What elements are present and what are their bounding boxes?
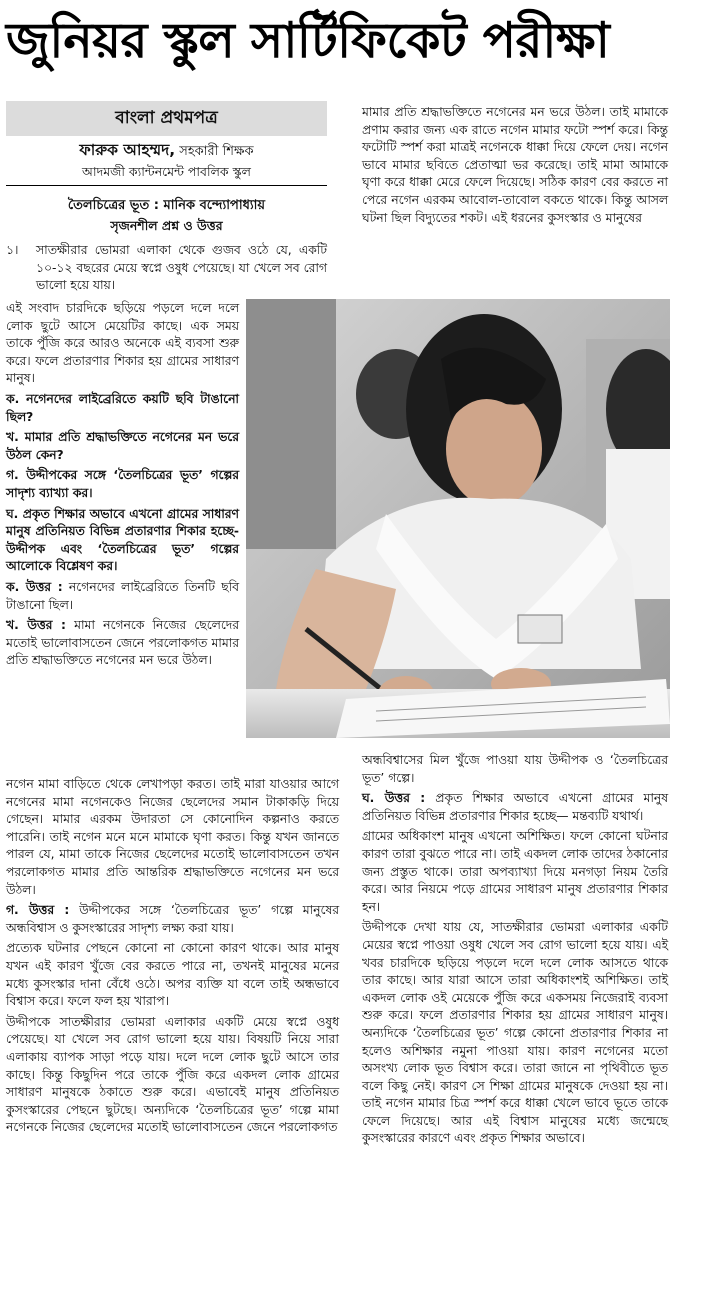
page-headline: জুনিয়র স্কুল সার্টিফিকেট পরীক্ষা <box>6 12 610 69</box>
subject-label: বাংলা প্রথমপত্র <box>6 101 327 136</box>
answer-ka-label: ক. উত্তর : <box>6 579 63 594</box>
story-title: তৈলচিত্রের ভূত : মানিক বন্দ্যোপাধ্যায় <box>67 198 266 213</box>
column-2-lower <box>362 752 668 1151</box>
school-name: আদমজী ক্যান্টনমেন্ট পাবলিক স্কুল <box>82 164 251 179</box>
answer-gha-paragraph-3: উদ্দীপকে দেখা যায় যে, সাতক্ষীরার ভোমরা এলাকার একটি মেয়ের স্বপ্নে পাওয়া ওষুধ খেলে সব রোগ ভালো হয়ে যায়। এই খবর চারদিকে ছড়িয়ে পড়লে দলে দলে লোক আসতে থাকে তার কাছে। আর যারা আসে তারা অধিকাংশই অশিক্ষিত। তাই একদল লোক ওই মেয়েকে পুঁজি করে একসময় নিজেরাই ব্যবসা শুরু করে। ফলে প্রতারণার শিকার হয় গ্রামের সাধারণ মানুষ। অন্যদিকে ‘তৈলচিত্রের ভূত’ গল্পে কোনো প্রতারণার শিকার না হলেও অশিক্ষার নমুনা পাওয়া যায়। কারণ নগেনের মতো অসংখ্য লোক ভূত বিশ্বাস করে। তারা জানে না পৃথিবীতে ভূত বলে কিছু নেই। কারণ সে শিক্ষা গ্রামের মানুষকে দেওয়া হয় না। তাই নগেন মামার চিত্র স্পর্শ করে ধাক্কা খেলে ভাবে ভূতে তাকে ফেলে দিয়েছে। আর এই বিশ্বাস মানুষের মধ্যে জন্মেছে কুসংস্কারের কারণে এবং প্রকৃত শিক্ষার অভাবে। <box>362 920 668 1146</box>
answer-ga-paragraph-3: উদ্দীপকে সাতক্ষীরার ভোমরা এলাকার একটি মেয়ে স্বপ্নে ওষুধ পেয়েছে। যা খেলে সব রোগ ভালো হয়ে যায়। বিষয়টি নিয়ে সারা এলাকায় ব্যাপক সাড়া পড়ে যায়। দলে দলে লোক ছুটে আসে তার কাছে। কিন্তু কিছুদিন পরে তাকে পুঁজি করে একদল লোক গ্রামের সাধারণ মানুষকে ঠকাতে শুরু করে। এভাবেই মানুষ প্রতিনিয়ত কুসংস্কারের পেছনে ছুটছে। অন্যদিকে ‘তৈলচিত্রের ভূত’ গল্পে মামা নগেনকে নিজের ছেলেদের মতোই ভালোবাসতেন জেনে পরলোকগত <box>6 1014 339 1135</box>
author-name: ফারুক আহম্মদ, <box>79 141 176 159</box>
author-designation: সহকারী শিক্ষক <box>179 144 254 159</box>
photo-illustration <box>246 299 670 738</box>
column-2-top <box>362 104 668 230</box>
answer-ka-text: নগেনদের লাইব্রেরিতে তিনটি ছবি টাঙানো ছিল। <box>6 579 239 612</box>
column-1-lower <box>6 776 339 1140</box>
answer-gha <box>362 790 668 825</box>
column-1-narrow <box>6 300 239 673</box>
intro-text: সাতক্ষীরার ভোমরা এলাকা থেকে গুজব ওঠে যে, একটি ১০-১২ বছরের মেয়ে স্বপ্নে ওষুধ পেয়েছে। যা খেলে সব রোগ ভালো হয়ে যায়। <box>36 243 327 293</box>
author-line <box>6 140 327 162</box>
answer-ga <box>6 902 339 937</box>
question-kha: খ. মামার প্রতি শ্রদ্ধাভক্তিতে নগেনের মন ভরে উঠল কেন? <box>6 430 239 462</box>
question-ka: ক. নগেনদের লাইব্রেরিতে কয়টি ছবি টাঙানো ছিল? <box>6 391 239 424</box>
answer-gha-label: ঘ. উত্তর : <box>362 791 426 806</box>
answer-kha <box>6 617 239 670</box>
divider <box>6 185 327 186</box>
answer-ga-label: গ. উত্তর : <box>6 903 70 918</box>
answer-ka <box>6 579 239 614</box>
answer-kha-text: মামা নগেনকে নিজের ছেলেদের মতোই ভালোবাসতেন জেনে পরলোকগত মামার প্রতি শ্রদ্ধাভক্তিতে নগেনের মন ভরে উঠল। <box>6 618 239 668</box>
question-ga: গ. উদ্দীপকের সঙ্গে ‘তৈলচিত্রের ভূত’ গল্পের সাদৃশ্য ব্যাখ্যা কর। <box>6 468 239 500</box>
question-gha: ঘ. প্রকৃত শিক্ষার অভাবে এখনো গ্রামের সাধারণ মানুষ প্রতিনিয়ত বিভিন্ন প্রতারণার শিকার হচ্ছে- উদ্দীপক এবং ‘তৈলচিত্রের ভূত’ গল্পের আলোকে বিশ্লেষণ কর। <box>6 506 239 574</box>
answer-gha-paragraph-2: গ্রামের অধিকাংশ মানুষ এখনো অশিক্ষিত। ফলে কোনো ঘটনার কারণ তারা বুঝতে পারে না। তাই একদল লোক তাদের ঠকানোর জন্য প্রস্তুত থাকে। তারা অপব্যাখ্যা দিয়ে মনগড়া নিয়ম তৈরি করে। আর নিয়মে পড়ে গ্রামের সাধারণ মানুষ প্রতারণার শিকার হন। <box>362 829 668 914</box>
section-title: সৃজনশীল প্রশ্ন ও উত্তর <box>110 218 223 233</box>
answer-ga-conclusion: অন্ধবিশ্বাসের মিল খুঁজে পাওয়া যায় উদ্দীপক ও ‘তৈলচিত্রের ভূত’ গল্পে। <box>362 753 668 785</box>
answer-ga-continued: মামার প্রতি শ্রদ্ধাভক্তিতে নগেনের মন ভরে উঠল। তাই মামাকে প্রণাম করার জন্য এক রাতে নগেন মামার ফটো স্পর্শ করে। কিন্তু ফটোটি স্পর্শ করা মাত্রই নগেনকে ধাক্কা দিয়ে ফেলে দেয়। নগেন ভাবে মামার ছবিতে প্রেতাত্মা ভর করেছে। তাই মামা আমাকে ঘৃণা করে ধাক্কা মেরে ফেলে দিয়েছে। সঠিক কারণ বের করতে না পেরে নগেন এরকম আবোল-তাবোল বকতে থাকে। কিন্তু আসল ঘটনা ছিল বিদ্যুতের শকট। এই ধরনের কুসংস্কার ও মানুষের <box>362 105 668 225</box>
intro-continued: এই সংবাদ চারদিকে ছড়িয়ে পড়লে দলে দলে লোক ছুটে আসে মেয়েটির কাছে। এক সময় তাকে পুঁজি করে আরও অনেকে এই ব্যবসা শুরু করে। ফলে প্রতারণার শিকার হয় গ্রামের সাধারণ মানুষ। <box>6 301 239 386</box>
student-exam-photo <box>246 299 670 738</box>
question-number: ১। <box>6 243 19 257</box>
answer-ga-text: উদ্দীপকের সঙ্গে ‘তৈলচিত্রের ভূত’ গল্পে মানুষের অন্ধবিশ্বাস ও কুসংস্কারের সাদৃশ্য লক্ষ্য করা যায়। <box>6 903 339 935</box>
answer-ga-paragraph-2: প্রত্যেক ঘটনার পেছনে কোনো না কোনো কারণ থাকে। আর মানুষ যখন এই কারণ খুঁজে বের করতে পারে না, তখনই মানুষের মনের মধ্যে কুসংস্কার দানা বেঁধে ওঠে। অপর ব্যক্তি যা বলে তাই অন্ধভাবে বিশ্বাস করে। ফলে ফল হয় খারাপ। <box>6 941 339 1009</box>
column-1-intro <box>36 242 327 298</box>
answer-gha-text: প্রকৃত শিক্ষার অভাবে এখনো গ্রামের মানুষ প্রতিনিয়ত বিভিন্ন প্রতারণার শিকার হচ্ছে— মন্তব্যটি যথার্থ। <box>362 791 669 823</box>
answer-kha-label: খ. উত্তর : <box>6 618 66 633</box>
answer-kha-paragraph: নগেন মামা বাড়িতে থেকে লেখাপড়া করত। তাই মারা যাওয়ার আগে নগেনের মামা নগেনকেও নিজের ছেলেদের সমান টাকাকড়ি দিয়ে গেছেন। মামার এরকম উদারতা সে কোনোদিন কল্পনাও করতে পারেনি। তাই নগেন মনে মনে মামাকে ঘৃণা করত। কিন্তু যখন জানতে পারল যে, মামা তাকে নিজের ছেলেদের মতোই ভালোবাসতেন তখন পরলোকগত মামার প্রতি আন্তরিক শ্রদ্ধাভক্তিতে নগেনের মন ভরে উঠল। <box>6 777 339 897</box>
